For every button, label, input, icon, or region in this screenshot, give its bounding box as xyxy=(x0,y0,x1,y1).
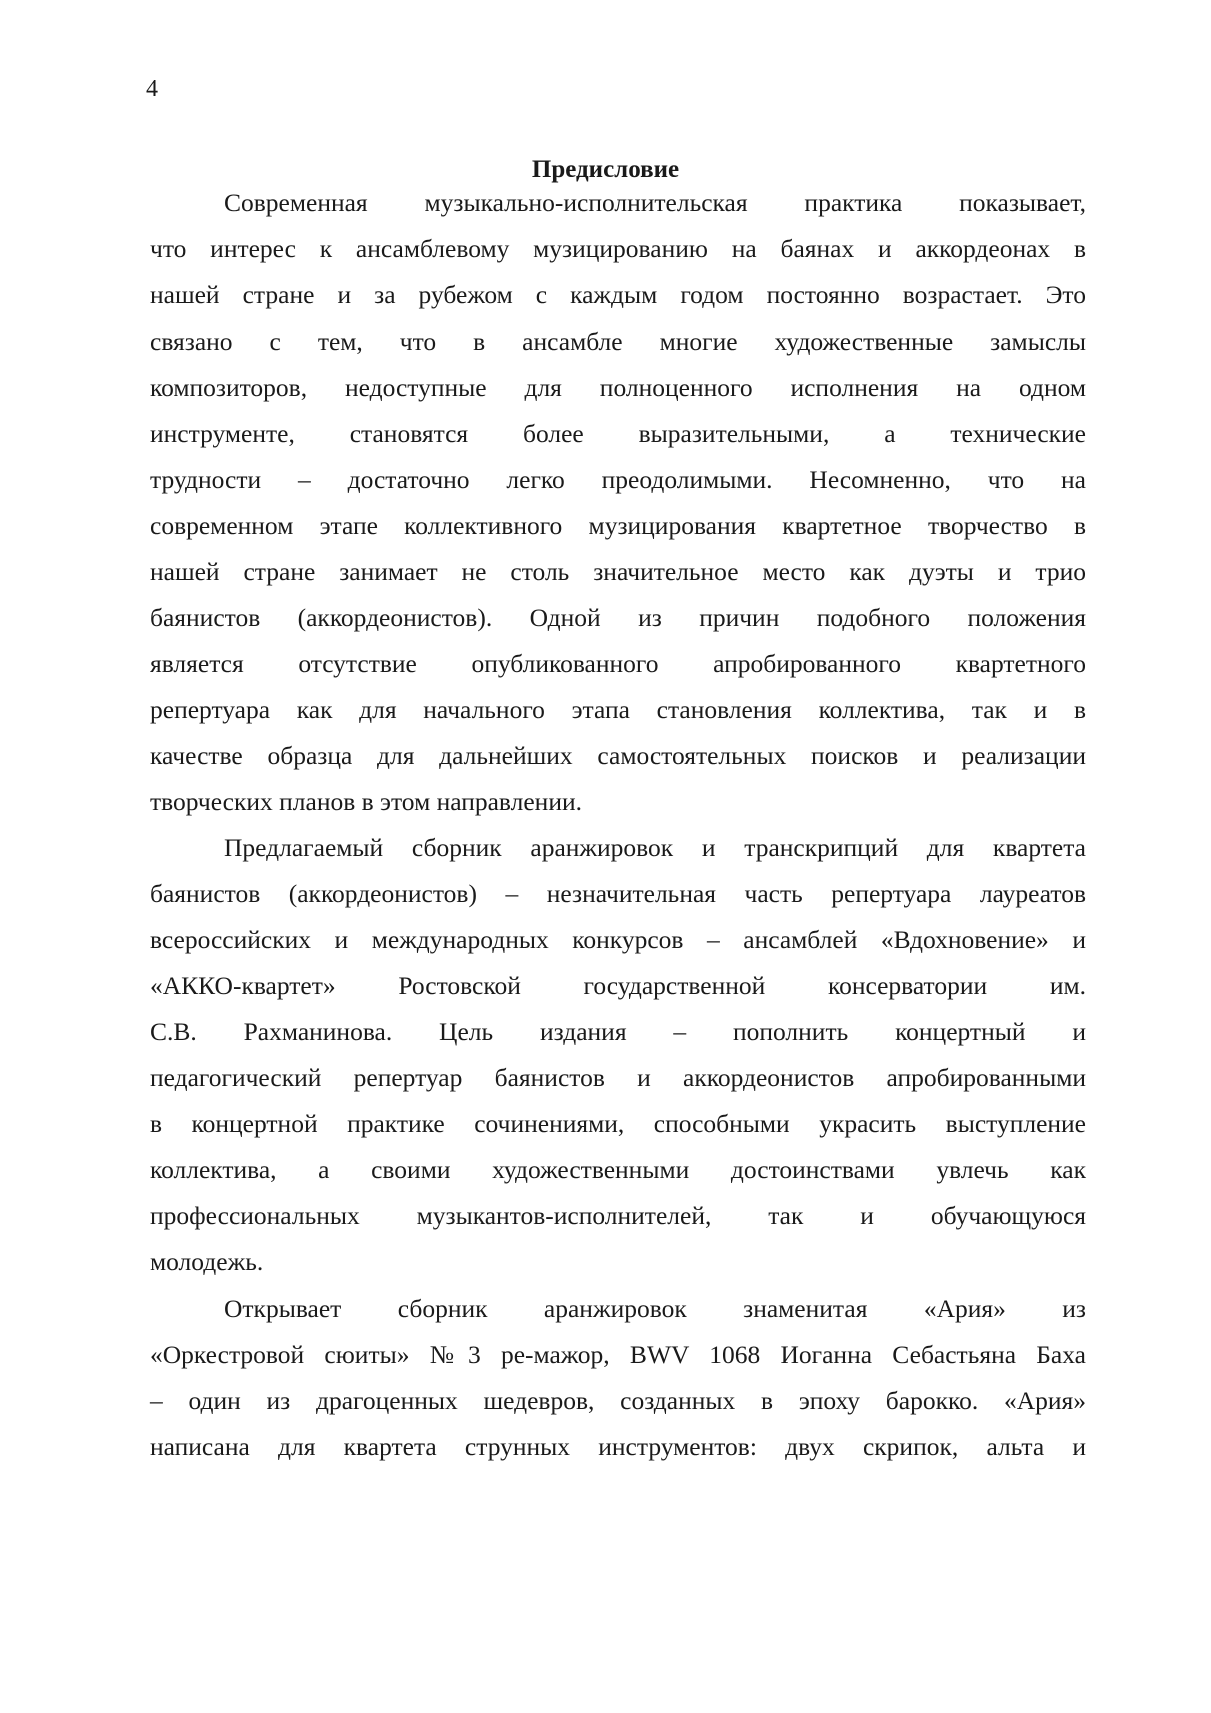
text-line: нашей стране занимает не столь значительное место как дуэты и трио xyxy=(150,557,1086,586)
text-line: Открывает сборник аранжировок знаменитая «Ария» из xyxy=(224,1294,1086,1323)
text-line: репертуара как для начального этапа становления коллектива, так и в xyxy=(150,695,1086,724)
page-title: Предисловие xyxy=(531,156,680,183)
text-line: в концертной практике сочинениями, способными украсить выступление xyxy=(150,1109,1086,1138)
text-line: связано с тем, что в ансамбле многие художественные замыслы xyxy=(150,327,1086,356)
text-line: что интерес к ансамблевому музицированию на баянах и аккордеонах в xyxy=(150,234,1086,263)
text-line: инструменте, становятся более выразительными, а технические xyxy=(150,419,1086,448)
text-line: молодежь. xyxy=(150,1247,264,1276)
text-line: Современная музыкально-исполнительская практика показывает, xyxy=(224,188,1086,217)
page-number: 4 xyxy=(146,76,158,102)
text-line: «АККО-квартет» Ростовской государственной консерватории им. xyxy=(150,971,1086,1000)
text-line: профессиональных музыкантов-исполнителей, так и обучающуюся xyxy=(150,1201,1086,1230)
text-line: современном этапе коллективного музицирования квартетное творчество в xyxy=(150,511,1086,540)
text-line: баянистов (аккордеонистов). Одной из причин подобного положения xyxy=(150,603,1086,632)
text-line: композиторов, недоступные для полноценного исполнения на одном xyxy=(150,373,1086,402)
text-line: «Оркестровой сюиты» №3 ре-мажор, BWV 1068 Иоганна Себастьяна Баха xyxy=(150,1340,1086,1369)
text-line: С.В. Рахманинова. Цель издания – пополнить концертный и xyxy=(150,1017,1086,1046)
text-line: всероссийских и международных конкурсов – ансамблей «Вдохновение» и xyxy=(150,925,1086,954)
text-line: является отсутствие опубликованного апробированного квартетного xyxy=(150,649,1086,678)
text-line: качестве образца для дальнейших самостоятельных поисков и реализации xyxy=(150,741,1086,770)
text-line: педагогический репертуар баянистов и аккордеонистов апробированными xyxy=(150,1063,1086,1092)
text-line: Предлагаемый сборник аранжировок и транскрипций для квартета xyxy=(224,833,1086,862)
text-line: нашей стране и за рубежом с каждым годом постоянно возрастает. Это xyxy=(150,280,1086,309)
text-line: – один из драгоценных шедевров, созданных в эпоху барокко. «Ария» xyxy=(150,1386,1086,1415)
text-line: трудности – достаточно легко преодолимыми. Несомненно, что на xyxy=(150,465,1086,494)
text-line: написана для квартета струнных инструментов: двух скрипок, альта и xyxy=(150,1432,1086,1461)
text-line: коллектива, а своими художественными достоинствами увлечь как xyxy=(150,1155,1086,1184)
text-line: баянистов (аккордеонистов) – незначительная часть репертуара лауреатов xyxy=(150,879,1086,908)
text-line: творческих планов в этом направлении. xyxy=(150,787,582,816)
